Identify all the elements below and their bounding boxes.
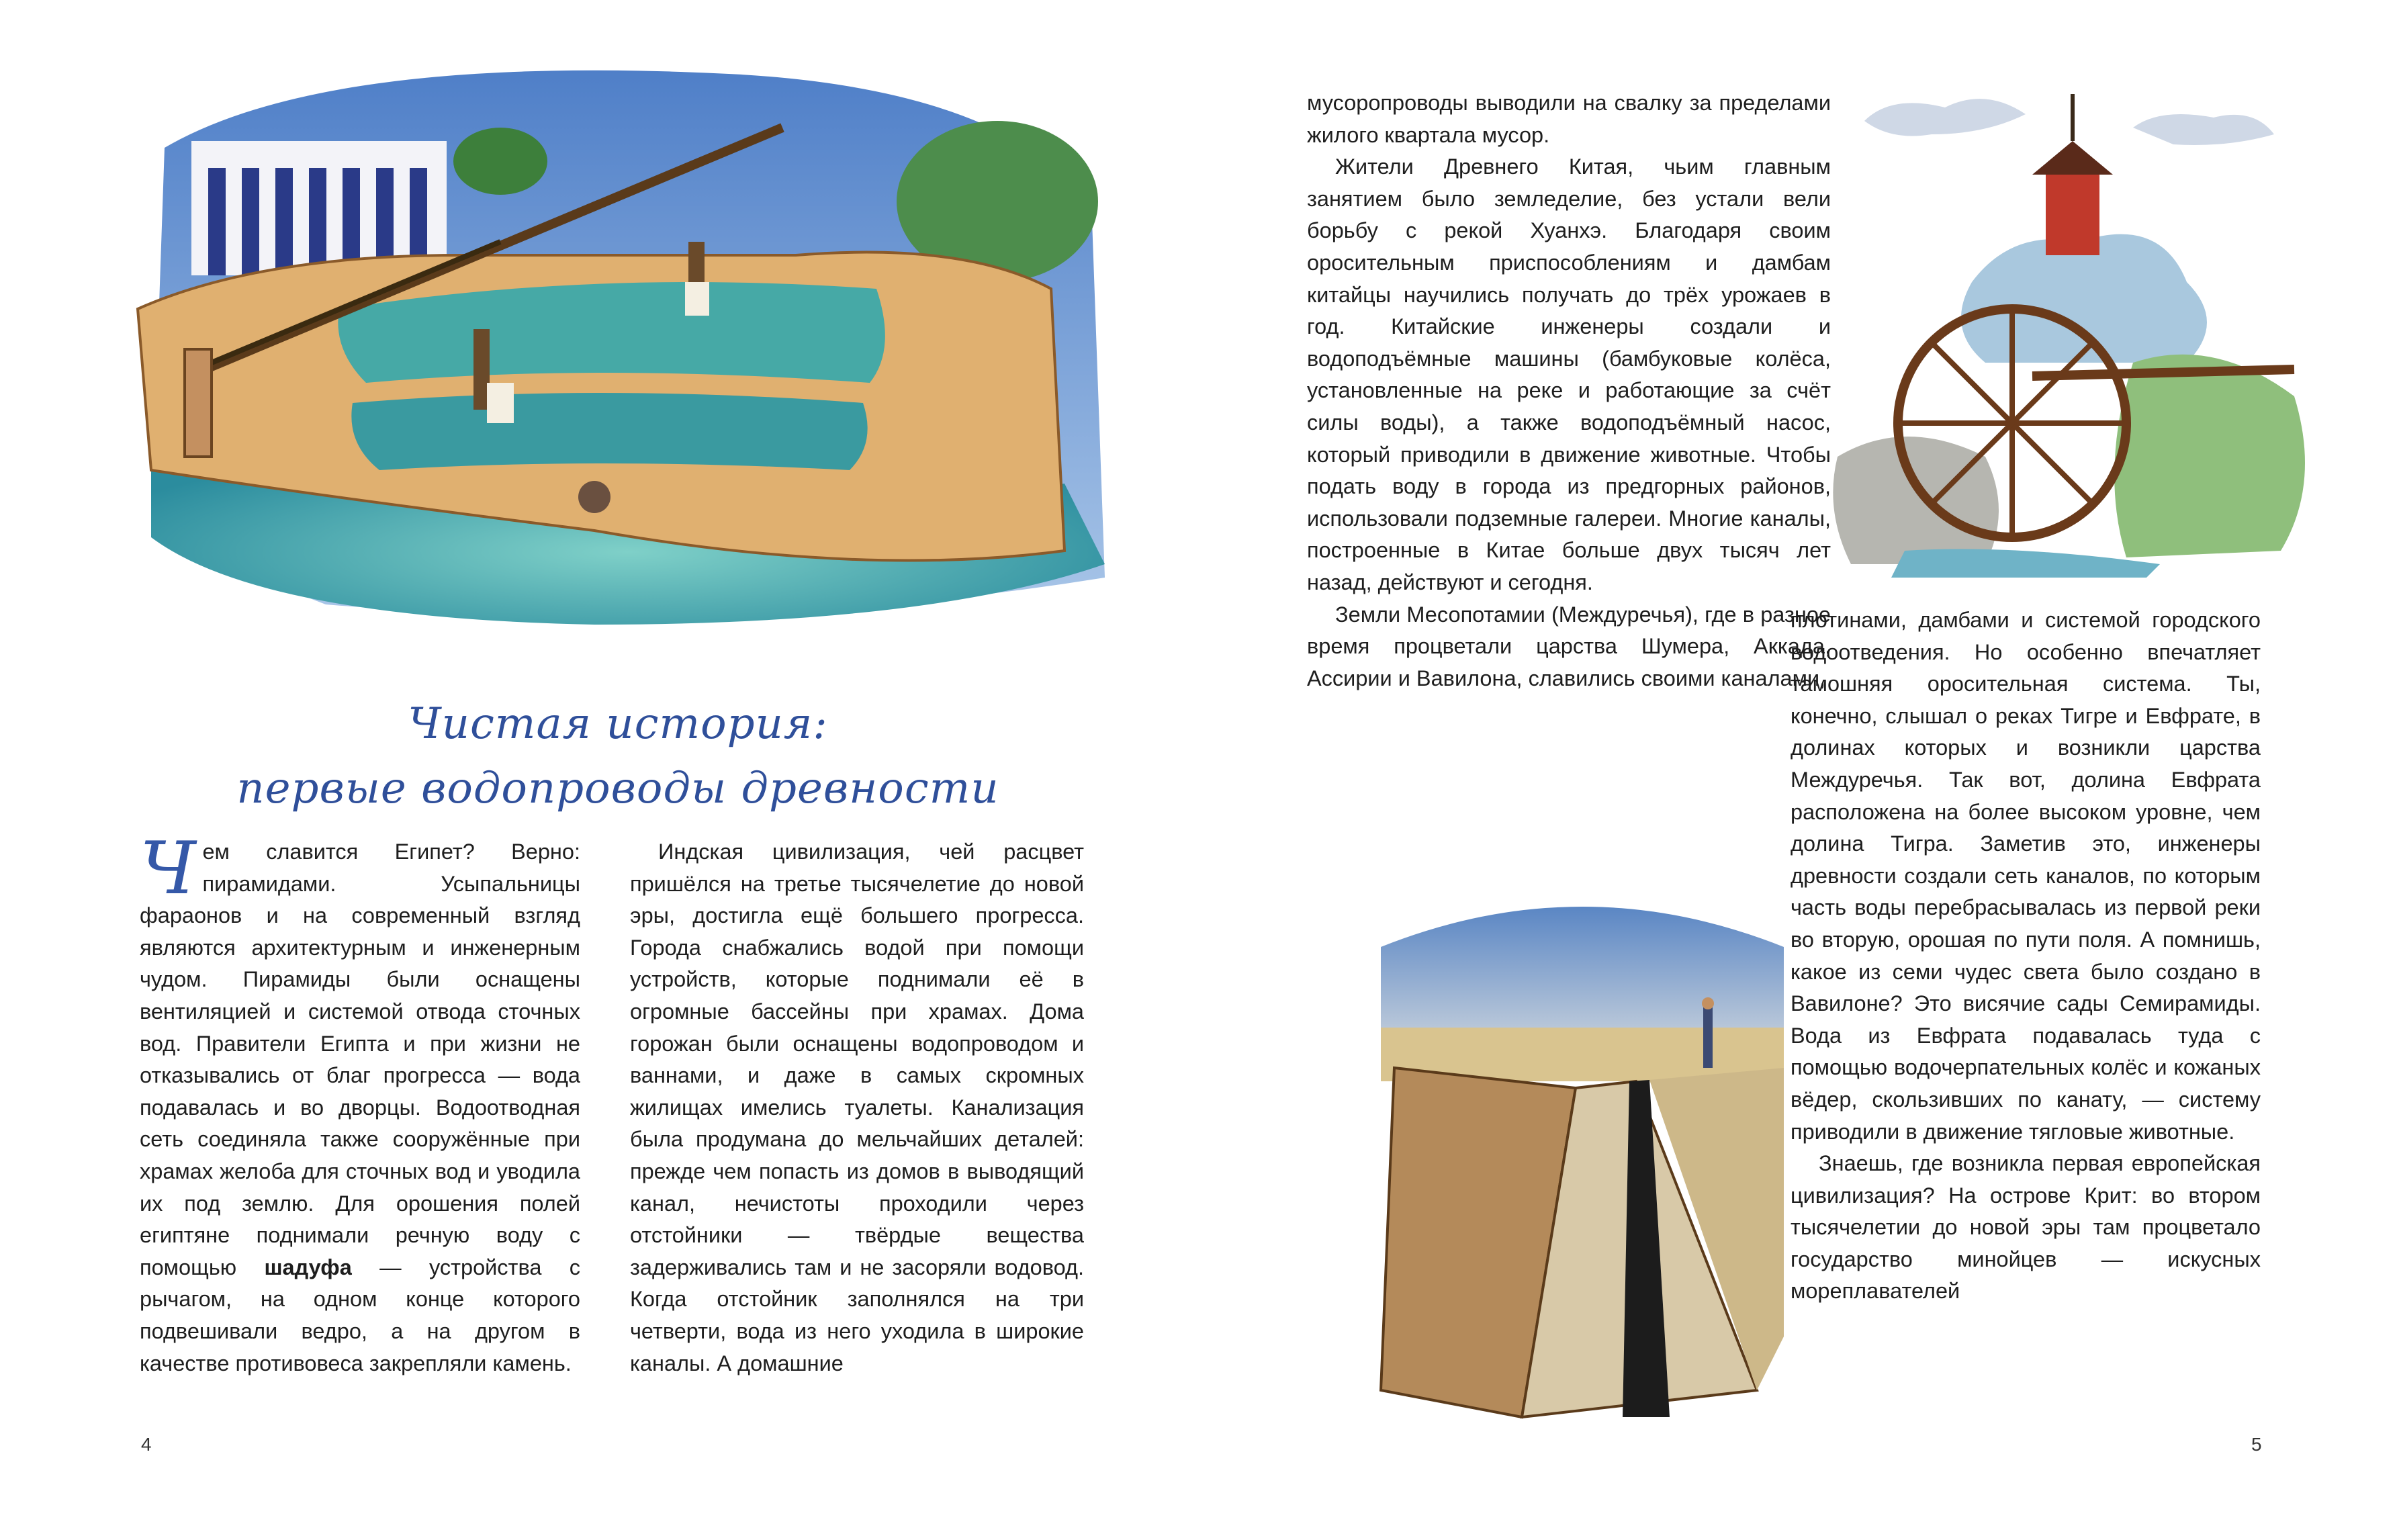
mesopotamia-canal-illustration	[1354, 866, 1811, 1424]
right-page	[1200, 0, 2399, 1540]
paragraph-egypt	[140, 827, 580, 1379]
article-title	[201, 692, 1034, 821]
paragraph-mesopotamia: Земли Месопотамии (Междуречья), где в разное время процветали царства Шумера, Аккада, Ассирии и Вавилона, славились своими каналами,	[1307, 602, 1831, 690]
paragraph-indus: Индская цивилизация, чей расцвет пришёлся на третье тысячелетие до новой эры, достигла ещё большего прогресса. Города снабжались водой при помощи устройств, которые поднимали её в огромные бассейны при храмах. Дома горожан были оснащены водопроводом и ваннами, и даже в самых скромных жилищах имелись туалеты. Канализация была продумана до мельчайших деталей: прежде чем попасть из домов в выводящий канал, нечистоты проходили через отстойники — твёрдые вещества задерживались там и не засоряли водовод. Когда отстойник заполнялся на три четверти, вода из него уходила в широкие каналы. А домашние	[630, 840, 1084, 1375]
paragraph-china: Жители Древнего Китая, чьим главным занятием было земледелие, без устали вели борьбу с рекой Хуанхэ. Благодаря своим оросительным приспособлениям и дамбам китайцы научились получать до трёх урожаев в год. Китайские инженеры создали и водоподъёмные машины (бамбуковые колёса, установленные на реке и работающие за счёт силы воды), а также водоподъёмный насос, который приводили в движение животные. Чтобы подать воду в города из предгорных районов, использовали подземные галереи. Многие каналы, построенные в Китае больше двух тысяч лет назад, действуют и сегодня.	[1307, 154, 1831, 594]
text-column-egypt	[140, 827, 580, 1379]
china-waterwheel-illustration	[1811, 81, 2348, 578]
title-line-2: первые водопроводы древности	[236, 764, 999, 813]
paragraph-continued: мусоропроводы выводили на свалку за пределами жилого квартала мусор.	[1307, 91, 1831, 147]
term-shaduf: шадуфа	[264, 1255, 352, 1279]
paragraph-crete: Знаешь, где возникла первая европейская цивилизация? На острове Крит: во втором тысячелетии до новой эры там процветало государство минойцев — искусных мореплавателей	[1791, 1151, 2261, 1304]
title-line-1: Чистая история:	[408, 699, 828, 749]
text-column-mesopotamia	[1791, 604, 2261, 1308]
paragraph-mesopotamia-continued: плотинами, дамбами и системой городского водоотведения. Но особенно впечатляет тамошняя оросительная система. Ты, конечно, слышал о реках Тигре и Евфрате, в долинах которых и возникли царства Междуречья. Так вот, долина Евфрата расположена на более высоком уровне, чем долина Тигра. Заметив это, инженеры древности создали сеть каналов, по которым часть воды перебрасывалась из первой реки во вторую, орошая по пути поля. А помнишь, какое из семи чудес света было создано в Вавилоне? Это висячие сады Семирамиды. Вода из Евфрата подавалась туда с помощью водочерпательных колёс и кожаных вёдер, скользивших по канату, — систему приводили в движение тягловые животные.	[1791, 608, 2261, 1144]
page-number: 5	[2251, 1434, 2262, 1455]
page-number: 4	[141, 1434, 152, 1455]
paragraph-egypt-part2: — устройства с рычагом, на одном конце которого подвешивали ведро, а на другом в качестве противовеса закрепляли камень.	[140, 1255, 580, 1375]
text-column-indus	[630, 836, 1084, 1379]
egypt-shaduf-illustration	[124, 67, 1122, 625]
paragraph-egypt-part1: ем славится Египет? Верно: пирамидами. Усыпальницы фараонов и на современный взгляд являются архитектурным и инженерным чудом. Пирамиды были оснащены вентиляцией и системой отвода сточных вод. Правители Египта и при жизни не отказывались от благ прогресса — вода подавалась и во дворцы. Водоотводная сеть соединяла также сооружённые при храмах желоба для сточных вод и уводила их под землю. Для орошения полей египтяне поднимали речную воду с помощью	[140, 840, 580, 1279]
text-column-china	[1307, 87, 1831, 694]
drop-cap: Ч	[140, 827, 196, 911]
